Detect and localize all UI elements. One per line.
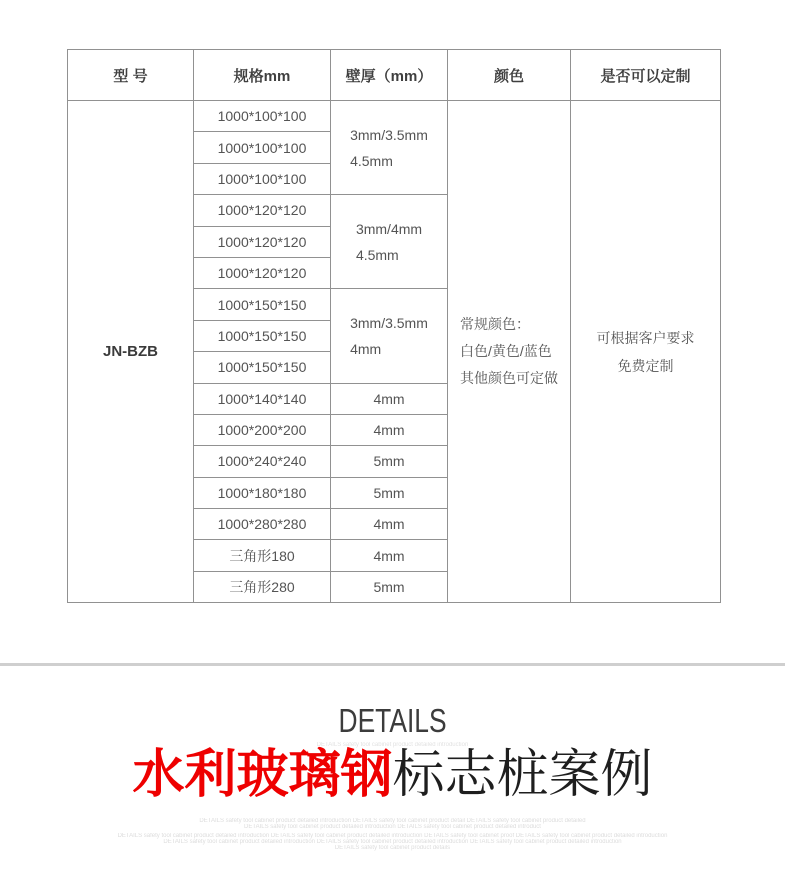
spec-cell: 1000*200*200 bbox=[194, 414, 331, 445]
spec-cell: 1000*150*150 bbox=[194, 289, 331, 320]
title-red-part: 水利玻璃钢 bbox=[132, 746, 393, 804]
table-row bbox=[68, 101, 721, 132]
thickness-line: 4.5mm bbox=[350, 152, 393, 169]
spec-cell: 1000*280*280 bbox=[194, 509, 331, 540]
thickness-cell: 4mm bbox=[331, 509, 448, 540]
thickness-line: 3mm/3.5mm bbox=[350, 314, 428, 331]
thickness-line: 3mm/3.5mm bbox=[350, 126, 428, 143]
watermark-line: DETAILS safety tool cabinet product detailed introduction bbox=[316, 742, 469, 748]
thickness-line: 4.5mm bbox=[355, 246, 399, 263]
header-thickness: 壁厚（mm） bbox=[331, 50, 448, 101]
customize-line: 免费定制 bbox=[617, 357, 674, 374]
table-header-row bbox=[68, 50, 721, 101]
spec-cell: 三角形280 bbox=[194, 571, 331, 602]
color-line: 其他颜色可定做 bbox=[460, 370, 558, 387]
header-customizable: 是否可以定制 bbox=[571, 50, 721, 101]
thickness-cell: 4mm bbox=[331, 414, 448, 445]
watermark-line: DETAILS safety tool cabinet product details bbox=[334, 845, 451, 851]
watermark-block bbox=[0, 818, 785, 851]
spec-cell: 1000*180*180 bbox=[194, 477, 331, 508]
spec-cell: 1000*150*150 bbox=[194, 320, 331, 351]
thickness-cell: 4mm bbox=[331, 383, 448, 414]
header-model: 型 号 bbox=[68, 50, 194, 101]
spec-cell: 1000*100*100 bbox=[194, 132, 331, 163]
watermark-line: DETAILS safety tool cabinet product detailed introduction DETAILS safety tool cabinet product detail DETAILS safety tool cabinet product detailed bbox=[199, 818, 586, 824]
spec-cell: 1000*240*240 bbox=[194, 446, 331, 477]
spec-cell: 三角形180 bbox=[194, 540, 331, 571]
thickness-cell: 4mm bbox=[331, 540, 448, 571]
section-title bbox=[0, 746, 785, 804]
watermark-line: DETAILS safety tool cabinet product detailed introduction DETAILS safety tool cabinet product detailed introduct bbox=[244, 824, 541, 830]
color-line: 常规颜色： bbox=[460, 316, 530, 333]
spec-cell: 1000*140*140 bbox=[194, 383, 331, 414]
color-cell bbox=[448, 101, 571, 603]
details-text: DETAILS bbox=[338, 702, 447, 739]
spec-cell: 1000*100*100 bbox=[194, 101, 331, 132]
thickness-cell: 5mm bbox=[331, 477, 448, 508]
thickness-line: 4mm bbox=[350, 340, 382, 357]
thickness-cell bbox=[331, 195, 448, 289]
spec-cell: 1000*120*120 bbox=[194, 195, 331, 226]
spec-cell: 1000*120*120 bbox=[194, 257, 331, 288]
thickness-cell bbox=[331, 101, 448, 195]
model-cell: JN-BZB bbox=[68, 101, 194, 603]
spec-cell: 1000*100*100 bbox=[194, 163, 331, 194]
title-black-part: 标志桩案例 bbox=[392, 746, 653, 804]
spec-cell: 1000*150*150 bbox=[194, 352, 331, 383]
spec-cell: 1000*120*120 bbox=[194, 226, 331, 257]
details-label bbox=[0, 704, 785, 737]
customize-cell bbox=[571, 101, 721, 603]
thickness-cell bbox=[331, 289, 448, 383]
color-line: 白色/黄色/蓝色 bbox=[460, 343, 552, 360]
header-spec: 规格mm bbox=[194, 50, 331, 101]
thickness-cell: 5mm bbox=[331, 571, 448, 602]
section-divider bbox=[0, 663, 785, 666]
watermark-line: DETAILS safety tool cabinet product detailed introduction DETAILS safety tool cabinet product detailed introduction DETAILS safety tool cabinet proof DETAILS safety tool cabinet product detailed introduction bbox=[117, 833, 668, 839]
watermark-line: DETAILS safety tool cabinet product detailed introduction DETAILS safety tool cabinet product detailed introduction DETAILS safety tool cabinet product detailed introduction bbox=[163, 839, 622, 845]
spec-table bbox=[67, 49, 721, 603]
header-color: 颜色 bbox=[448, 50, 571, 101]
customize-line: 可根据客户要求 bbox=[596, 329, 695, 346]
thickness-line: 3mm/4mm bbox=[355, 220, 423, 237]
thickness-cell: 5mm bbox=[331, 446, 448, 477]
